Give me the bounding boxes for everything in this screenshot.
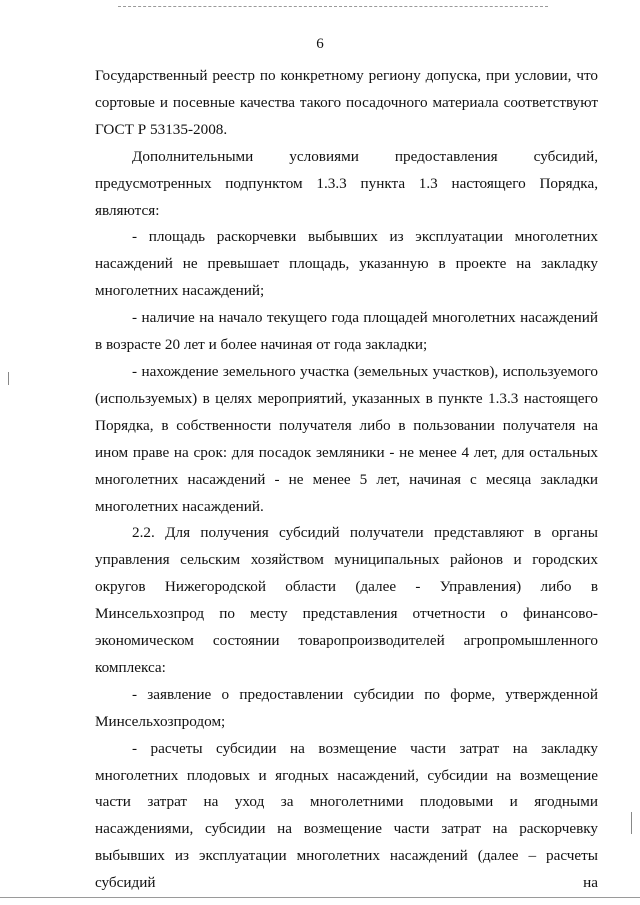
right-margin-mark — [631, 812, 632, 834]
list-item-uprooting-area: - площадь раскорчевки выбывших из эксплуатации многолетних насаждений не превышает площадь, указанную в проекте на закладку многолетних насаждений; — [95, 228, 598, 300]
paragraph-conditions-intro: Дополнительными условиями предоставления субсидий, предусмотренных подпунктом 1.3.3 пункта 1.3 настоящего Порядка, являются: — [95, 147, 598, 219]
page-number: 6 — [316, 36, 324, 52]
list-item-plantings-age: - наличие на начало текущего года площадей многолетних насаждений в возрасте 20 лет и более начиная от года закладки; — [95, 309, 598, 354]
list-item-land-ownership: - нахождение земельного участка (земельных участков), используемого (используемых) в целях мероприятий, указанных в пункте 1.3.3 настоящего Порядка, в собственности получателя либо в пользовании получателя на ином праве на срок: для посадок земляники - не менее 4 лет, для остальных многолетних насаждений - не менее 5 лет, начиная с месяца закладки многолетних насаждений. — [95, 362, 598, 515]
paragraph-continuation: Государственный реестр по конкретному региону допуска, при условии, что сортовые и посевные качества такого посадочного материала соответствуют ГОСТ Р 53135-2008. — [95, 67, 598, 138]
paragraph-section-2-2: 2.2. Для получения субсидий получатели представляют в органы управления сельским хозяйством муниципальных районов и городских округов Нижегородской области (далее - Управления) либо в Минсельхозпрод по месту представления отчетности о финансово-экономическом состоянии товаропроизводителей агропромышленного комплекса: — [95, 524, 598, 676]
left-margin-mark — [8, 372, 9, 385]
list-item-calculations: - расчеты субсидии на возмещение части затрат на закладку многолетних плодовых и ягодных насаждений, субсидии на возмещение части затрат на уход за многолетними плодовыми и ягодными насаждениями, субсидии на возмещение части затрат на раскорчевку выбывших из эксплуатации многолетних насаждений (далее – расчеты субсидий на — [95, 739, 598, 892]
document-body — [95, 63, 598, 897]
top-scan-rule — [118, 6, 548, 7]
bottom-scan-rule — [0, 897, 640, 898]
list-item-application: - заявление о предоставлении субсидии по форме, утвержденной Минсельхозпродом; — [95, 685, 598, 730]
